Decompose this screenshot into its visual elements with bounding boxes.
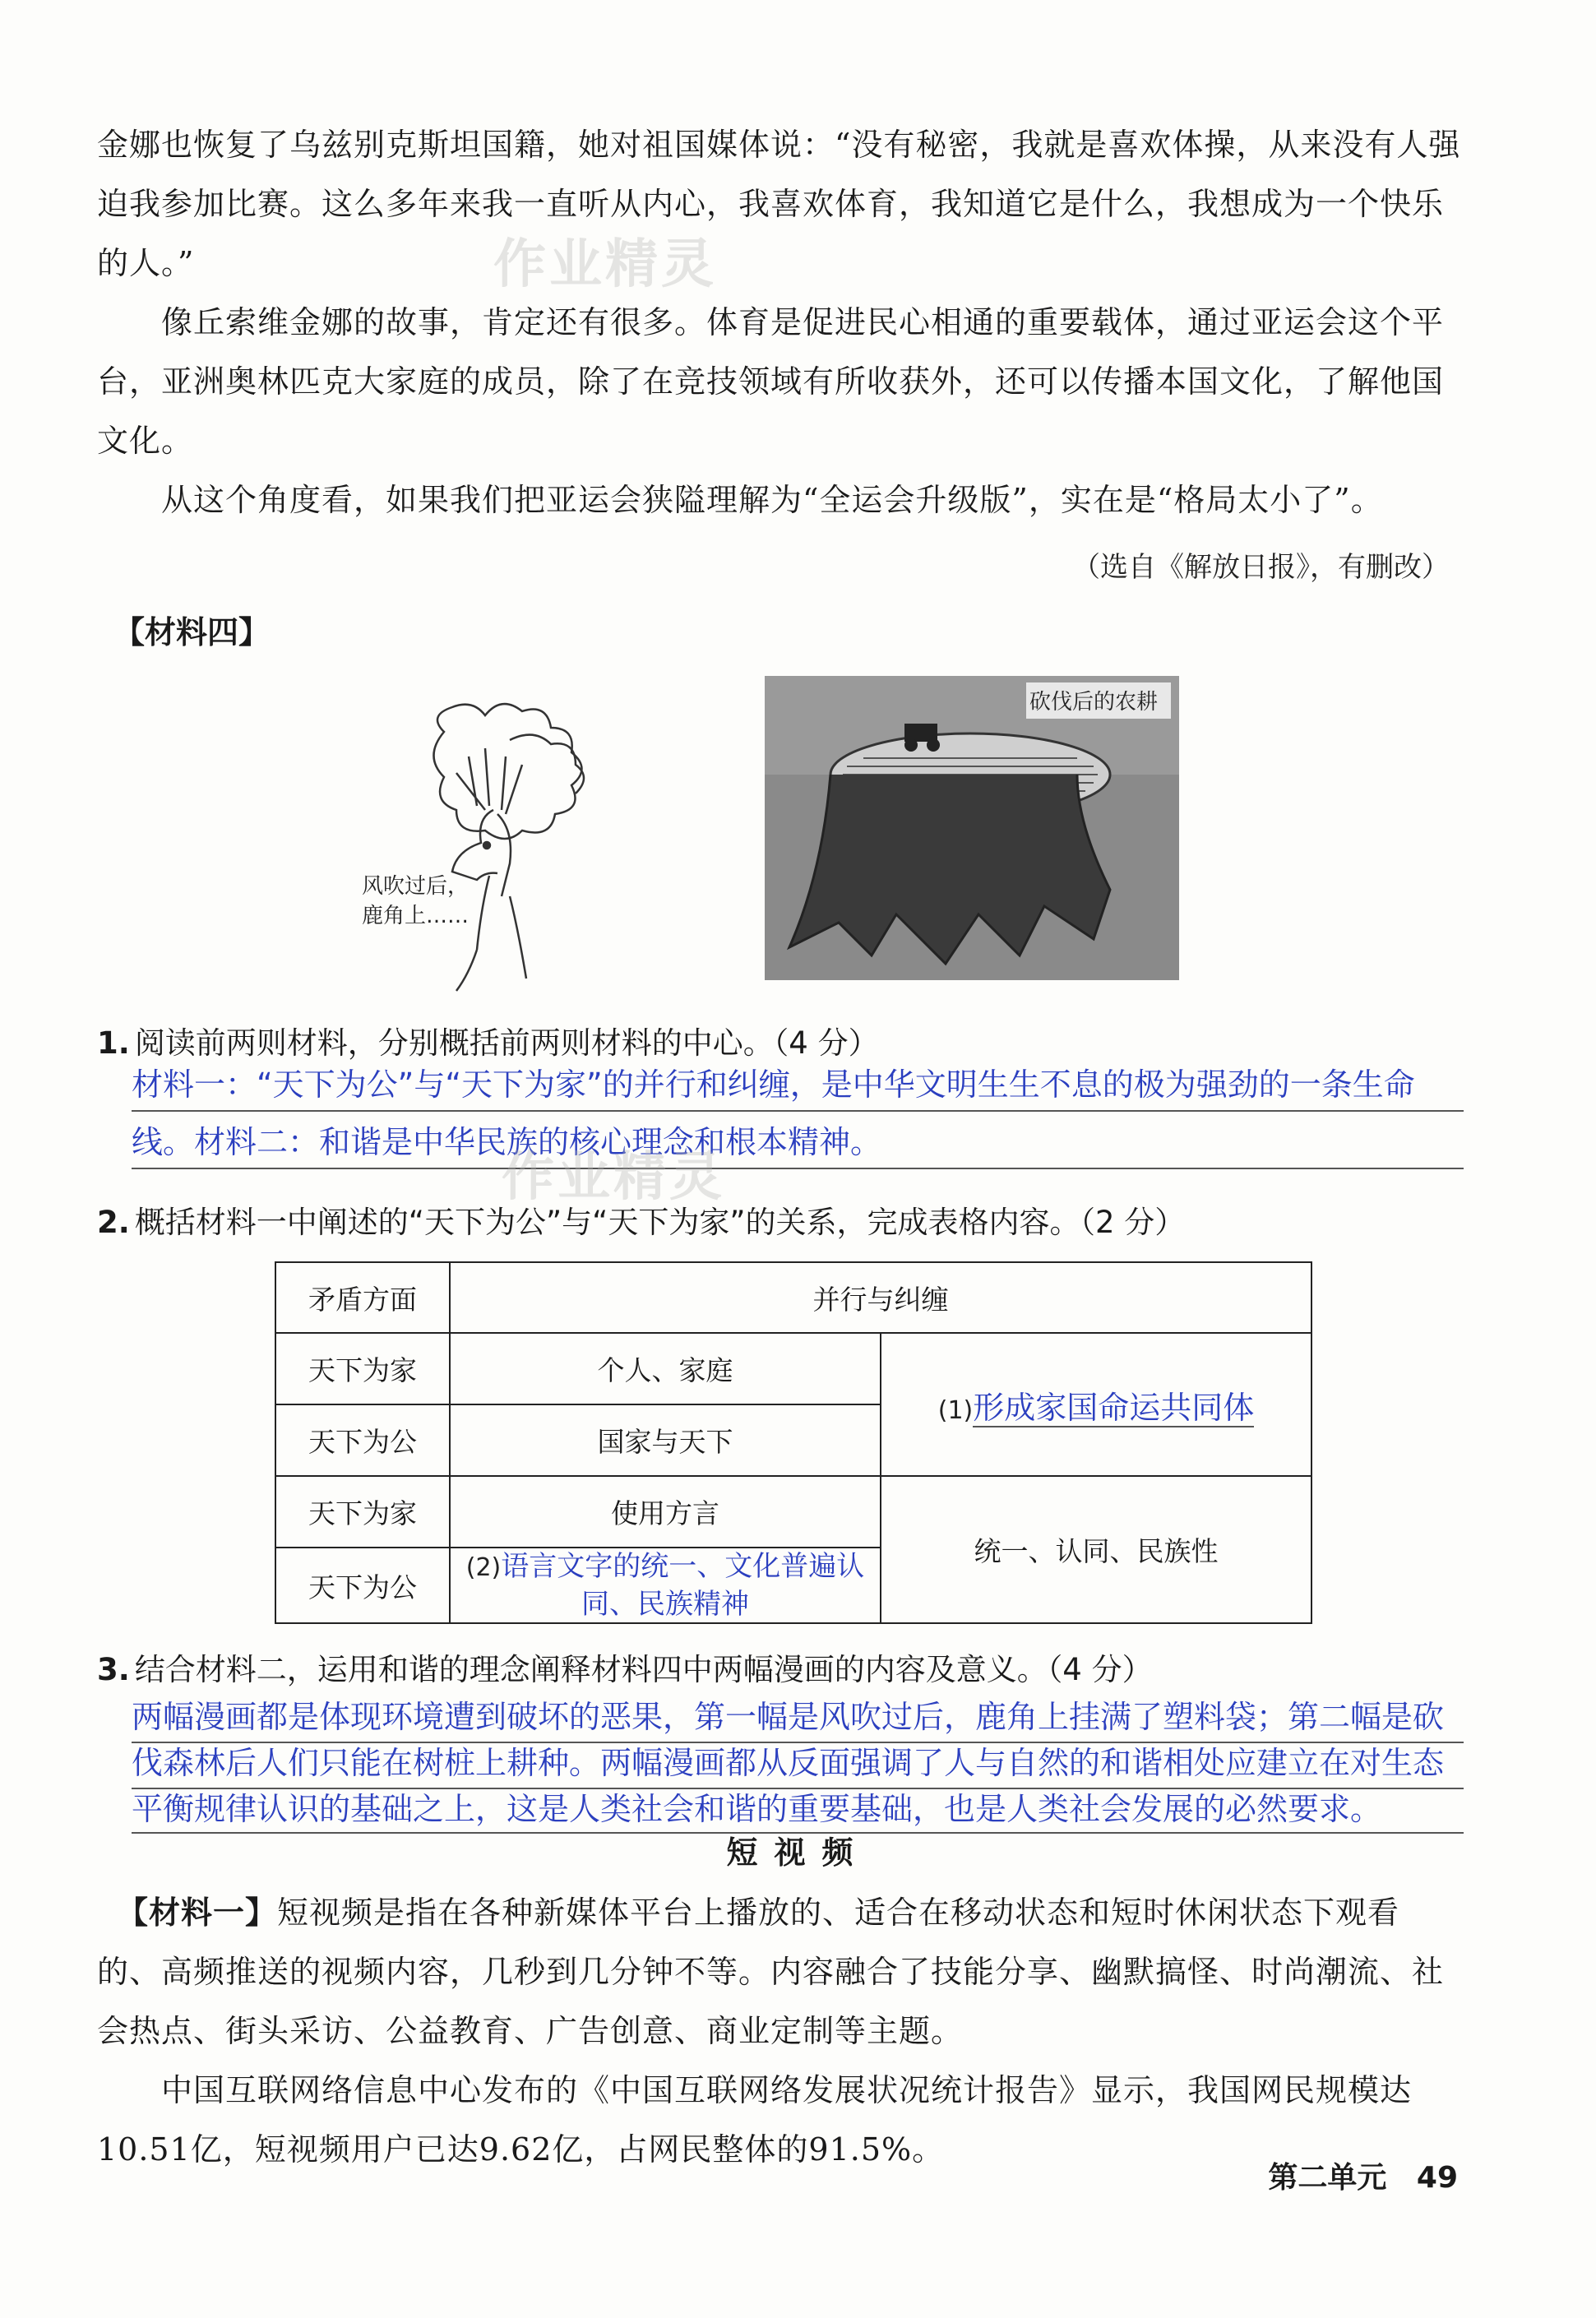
question-1-text: 阅读前两则材料，分别概括前两则材料的中心。（4 分） bbox=[134, 1025, 879, 1061]
page-footer bbox=[1268, 2154, 1458, 2196]
table-merged-2: 统一、认同、民族性 bbox=[881, 1476, 1311, 1623]
paragraph-perspective: 从这个角度看，如果我们把亚运会狭隘理解为“全运会升级版”，实在是“格局太小了”。 bbox=[161, 482, 1383, 518]
answer-1-line-1 bbox=[132, 1110, 1464, 1112]
table-header-left: 矛盾方面 bbox=[275, 1262, 450, 1333]
question-3-text: 结合材料二，运用和谐的理念阐释材料四中两幅漫画的内容及意义。（4 分） bbox=[134, 1652, 1153, 1687]
question-2-number: 2. bbox=[97, 1205, 130, 1240]
watermark-2: 作业精灵 bbox=[502, 1147, 725, 1208]
footer-page-number: 49 bbox=[1416, 2161, 1458, 2195]
stump-cartoon bbox=[765, 676, 1179, 980]
table-merged-1-answer: 形成家国命运共同体 bbox=[973, 1389, 1255, 1426]
table-merged-1-prefix: (1) bbox=[937, 1395, 974, 1425]
table-r4-mid bbox=[450, 1548, 881, 1623]
table-r2-mid: 国家与天下 bbox=[450, 1404, 881, 1476]
paragraph-asian-games: 像丘索维金娜的故事，肯定还有很多。体育是促进民心相通的重要载体，通过亚运会这个平台，亚洲奥林匹克大家庭的成员，除了在竞技领域有所收获外，还可以传播本国文化，了解他国文化。 bbox=[97, 304, 1445, 459]
short-video-para-1-text: 短视频是指在各种新媒体平台上播放的、适合在移动状态和短时休闲状态下观看的、高频推送的视频内容，几秒到几分钟不等。内容融合了技能分享、幽默搞怪、时尚潮流、社会热点、街头采访、公益教育、广告创意、商业定制等主题。 bbox=[97, 1895, 1445, 2049]
table-r3-mid: 使用方言 bbox=[450, 1476, 881, 1548]
paragraph-kim: 金娜也恢复了乌兹别克斯坦国籍，她对祖国媒体说：“没有秘密，我就是喜欢体操，从来没有人强迫我参加比赛。这么多年来我一直听从内心，我喜欢体育，我知道它是什么，我想成为一个快乐的人。” bbox=[97, 127, 1461, 281]
section-title: 短视频 bbox=[726, 1835, 870, 1871]
question-3-number: 3. bbox=[97, 1652, 130, 1687]
source-note: （选自《解放日报》，有删改） bbox=[1072, 551, 1450, 584]
table-r4-mid-prefix: (2) bbox=[465, 1553, 502, 1582]
table-r1-mid: 个人、家庭 bbox=[450, 1333, 881, 1404]
stump-caption: 砍伐后的农耕 bbox=[1029, 690, 1159, 715]
table-header-right: 并行与纠缠 bbox=[450, 1262, 1311, 1333]
question-2-text: 概括材料一中阐述的“天下为公”与“天下为家”的关系，完成表格内容。（2 分） bbox=[134, 1205, 1186, 1240]
relation-table bbox=[275, 1261, 1312, 1624]
question-1-number: 1. bbox=[97, 1025, 130, 1061]
answer-1-line-2 bbox=[132, 1168, 1464, 1169]
watermark: 作业精灵 bbox=[493, 234, 717, 295]
footer-unit: 第二单元 bbox=[1268, 2161, 1387, 2195]
material4-heading: 【材料四】 bbox=[113, 614, 271, 650]
question-2 bbox=[97, 1197, 1495, 1242]
question-3 bbox=[97, 1645, 1495, 1689]
table-merged-1 bbox=[881, 1333, 1311, 1476]
table-r4-mid-answer: 语言文字的统一、文化普遍认同、民族精神 bbox=[501, 1550, 865, 1621]
short-video-para-2: 中国互联网络信息中心发布的《中国互联网络发展状况统计报告》显示，我国网民规模达10.51亿，短视频用户已达9.62亿，占网民整体的91.5%。 bbox=[97, 2072, 1413, 2168]
table-r1-left: 天下为家 bbox=[275, 1333, 450, 1404]
answer-1: 材料一：“天下为公”与“天下为家”的并行和纠缠，是中华文明生生不息的极为强劲的一条生命线。材料二：和谐是中华民族的核心理念和根本精神。 bbox=[132, 1066, 1415, 1160]
deer-caption: 风吹过后，鹿角上…… bbox=[362, 874, 470, 928]
table-r4-left: 天下为公 bbox=[275, 1548, 450, 1623]
answer-3-line-2 bbox=[132, 1788, 1464, 1789]
table-r3-left: 天下为家 bbox=[275, 1476, 450, 1548]
answer-3: 两幅漫画都是体现环境遭到破坏的恶果，第一幅是风吹过后，鹿角上挂满了塑料袋；第二幅是砍伐森林后人们只能在树桩上耕种。两幅漫画都从反面强调了人与自然的和谐相处应建立在对生态平衡规律认识的基础之上，这是人类社会和谐的重要基础，也是人类社会发展的必然要求。 bbox=[132, 1699, 1445, 1827]
answer-3-line-1 bbox=[132, 1742, 1464, 1743]
table-r2-left: 天下为公 bbox=[275, 1404, 450, 1476]
deer-cartoon bbox=[345, 699, 658, 995]
short-video-para-1 bbox=[97, 1883, 1462, 2061]
short-video-material-label: 【材料一】 bbox=[117, 1894, 278, 1931]
